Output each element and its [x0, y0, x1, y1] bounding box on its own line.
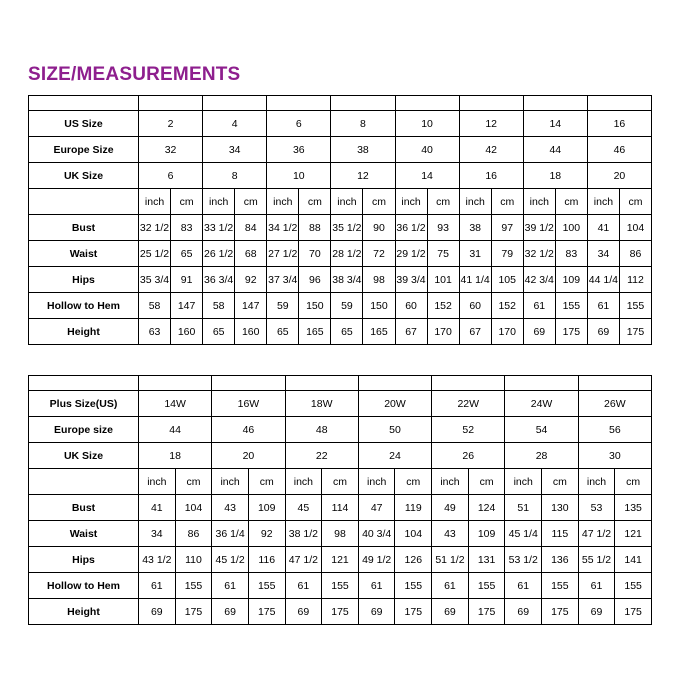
plus-measurement-value: 155 — [395, 573, 432, 599]
standard-unit-cm: cm — [363, 189, 395, 215]
plus-measurement-value: 36 1/4 — [212, 521, 249, 547]
plus-unit-blank — [29, 469, 139, 495]
standard-measurement-row — [29, 267, 652, 293]
standard-measurement-value: 155 — [555, 293, 587, 319]
plus-measurement-value: 175 — [468, 599, 505, 625]
plus-uk-value: 26 — [432, 443, 505, 469]
standard-uk-value: 20 — [587, 163, 651, 189]
plus-unit-inch: inch — [139, 469, 176, 495]
plus-measurement-value: 61 — [358, 573, 395, 599]
standard-europe-value: 34 — [203, 137, 267, 163]
standard-measurement-value: 32 1/2 — [139, 215, 171, 241]
standard-measurement-label: Hollow to Hem — [29, 293, 139, 319]
plus-measurement-value: 126 — [395, 547, 432, 573]
standard-spacer-cell — [459, 96, 523, 111]
page-title: SIZE/MEASUREMENTS — [28, 64, 241, 85]
standard-measurement-value: 93 — [427, 215, 459, 241]
plus-spacer-cell — [139, 376, 212, 391]
standard-measurement-value: 109 — [555, 267, 587, 293]
plus-measurement-label: Height — [29, 599, 139, 625]
standard-europe-value: 36 — [267, 137, 331, 163]
standard-measurement-value: 84 — [235, 215, 267, 241]
plus-measurement-value: 135 — [615, 495, 652, 521]
standard-measurement-value: 25 1/2 — [139, 241, 171, 267]
plus-measurement-value: 69 — [505, 599, 542, 625]
standard-uk-label: UK Size — [29, 163, 139, 189]
plus-measurement-value: 110 — [175, 547, 212, 573]
standard-europe-value: 40 — [395, 137, 459, 163]
standard-measurement-value: 38 — [459, 215, 491, 241]
plus-measurement-value: 49 1/2 — [358, 547, 395, 573]
standard-unit-inch: inch — [331, 189, 363, 215]
plus-measurement-row — [29, 495, 652, 521]
standard-measurement-value: 165 — [299, 319, 331, 345]
standard-measurement-value: 98 — [363, 267, 395, 293]
standard-unit-inch: inch — [459, 189, 491, 215]
plus-measurement-value: 141 — [615, 547, 652, 573]
plus-measurement-value: 47 — [358, 495, 395, 521]
plus-unit-cm: cm — [175, 469, 212, 495]
standard-measurement-value: 170 — [427, 319, 459, 345]
standard-measurement-value: 175 — [555, 319, 587, 345]
plus-measurement-value: 92 — [248, 521, 285, 547]
standard-measurement-value: 170 — [491, 319, 523, 345]
standard-unit-cm: cm — [619, 189, 651, 215]
plus-spacer-cell — [29, 376, 139, 391]
standard-measurement-value: 88 — [299, 215, 331, 241]
standard-measurement-value: 70 — [299, 241, 331, 267]
standard-measurement-value: 75 — [427, 241, 459, 267]
plus-measurement-value: 116 — [248, 547, 285, 573]
plus-unit-cm: cm — [468, 469, 505, 495]
standard-measurement-value: 60 — [459, 293, 491, 319]
plus-measurement-value: 124 — [468, 495, 505, 521]
standard-unit-cm: cm — [491, 189, 523, 215]
plus-uk-label: UK Size — [29, 443, 139, 469]
standard-spacer-cell — [331, 96, 395, 111]
standard-size-value: 10 — [395, 111, 459, 137]
plus-size-value: 20W — [358, 391, 431, 417]
standard-measurement-value: 147 — [235, 293, 267, 319]
plus-size-value: 22W — [432, 391, 505, 417]
standard-spacer-cell — [267, 96, 331, 111]
standard-measurement-label: Bust — [29, 215, 139, 241]
standard-uk-value: 10 — [267, 163, 331, 189]
plus-measurement-value: 61 — [139, 573, 176, 599]
plus-spacer-cell — [212, 376, 285, 391]
standard-measurement-value: 67 — [459, 319, 491, 345]
standard-measurement-value: 83 — [171, 215, 203, 241]
standard-unit-inch: inch — [267, 189, 299, 215]
plus-unit-cm: cm — [248, 469, 285, 495]
standard-measurement-value: 39 3/4 — [395, 267, 427, 293]
plus-measurement-value: 49 — [432, 495, 469, 521]
standard-europe-value: 32 — [139, 137, 203, 163]
standard-measurement-value: 63 — [139, 319, 171, 345]
standard-measurement-value: 60 — [395, 293, 427, 319]
plus-measurement-value: 53 1/2 — [505, 547, 542, 573]
standard-size-row — [29, 111, 652, 137]
standard-uk-value: 6 — [139, 163, 203, 189]
standard-unit-cm: cm — [299, 189, 331, 215]
standard-measurement-value: 155 — [619, 293, 651, 319]
standard-europe-value: 46 — [587, 137, 651, 163]
standard-measurement-value: 160 — [171, 319, 203, 345]
standard-measurement-value: 105 — [491, 267, 523, 293]
plus-spacer-cell — [285, 376, 358, 391]
standard-europe-value: 38 — [331, 137, 395, 163]
plus-measurement-value: 34 — [139, 521, 176, 547]
plus-spacer-cell — [578, 376, 651, 391]
standard-measurement-value: 83 — [555, 241, 587, 267]
standard-measurement-value: 152 — [427, 293, 459, 319]
plus-measurement-value: 155 — [468, 573, 505, 599]
plus-measurement-value: 61 — [578, 573, 615, 599]
standard-measurement-value: 150 — [363, 293, 395, 319]
plus-measurement-label: Hips — [29, 547, 139, 573]
plus-measurement-value: 155 — [322, 573, 359, 599]
plus-measurement-value: 104 — [175, 495, 212, 521]
plus-measurement-value: 69 — [358, 599, 395, 625]
plus-spacer-row — [29, 376, 652, 391]
standard-measurement-value: 68 — [235, 241, 267, 267]
standard-unit-inch: inch — [523, 189, 555, 215]
plus-unit-inch: inch — [212, 469, 249, 495]
plus-measurement-value: 119 — [395, 495, 432, 521]
standard-size-label: US Size — [29, 111, 139, 137]
standard-unit-inch: inch — [139, 189, 171, 215]
plus-measurement-value: 40 3/4 — [358, 521, 395, 547]
standard-measurement-value: 44 1/4 — [587, 267, 619, 293]
plus-measurement-value: 61 — [212, 573, 249, 599]
standard-measurement-value: 147 — [171, 293, 203, 319]
standard-measurement-row — [29, 241, 652, 267]
standard-measurement-value: 165 — [363, 319, 395, 345]
standard-spacer-cell — [587, 96, 651, 111]
standard-size-value: 16 — [587, 111, 651, 137]
standard-measurement-value: 150 — [299, 293, 331, 319]
plus-unit-cm: cm — [615, 469, 652, 495]
plus-uk-value: 24 — [358, 443, 431, 469]
standard-measurement-value: 67 — [395, 319, 427, 345]
standard-measurement-value: 39 1/2 — [523, 215, 555, 241]
plus-measurement-value: 45 1/4 — [505, 521, 542, 547]
standard-measurement-value: 65 — [203, 319, 235, 345]
plus-measurement-value: 61 — [505, 573, 542, 599]
standard-measurement-value: 58 — [139, 293, 171, 319]
standard-size-value: 14 — [523, 111, 587, 137]
plus-measurement-value: 130 — [542, 495, 579, 521]
standard-measurement-row — [29, 215, 652, 241]
standard-measurement-value: 36 3/4 — [203, 267, 235, 293]
plus-measurement-row — [29, 521, 652, 547]
standard-measurement-value: 37 3/4 — [267, 267, 299, 293]
plus-measurement-value: 121 — [615, 521, 652, 547]
standard-measurement-value: 100 — [555, 215, 587, 241]
plus-measurement-value: 55 1/2 — [578, 547, 615, 573]
plus-size-value: 26W — [578, 391, 651, 417]
standard-measurement-row — [29, 293, 652, 319]
standard-uk-value: 12 — [331, 163, 395, 189]
plus-unit-inch: inch — [285, 469, 322, 495]
standard-measurement-value: 59 — [267, 293, 299, 319]
standard-measurement-value: 38 3/4 — [331, 267, 363, 293]
standard-size-value: 4 — [203, 111, 267, 137]
standard-measurement-row — [29, 319, 652, 345]
plus-measurement-value: 175 — [542, 599, 579, 625]
plus-unit-inch: inch — [358, 469, 395, 495]
plus-measurement-value: 61 — [285, 573, 322, 599]
standard-europe-row — [29, 137, 652, 163]
standard-measurement-value: 65 — [171, 241, 203, 267]
standard-unit-blank — [29, 189, 139, 215]
standard-unit-inch: inch — [587, 189, 619, 215]
standard-measurement-value: 175 — [619, 319, 651, 345]
standard-uk-row — [29, 163, 652, 189]
plus-measurement-row — [29, 547, 652, 573]
plus-measurement-value: 86 — [175, 521, 212, 547]
plus-measurement-value: 121 — [322, 547, 359, 573]
standard-measurement-value: 29 1/2 — [395, 241, 427, 267]
standard-measurement-value: 27 1/2 — [267, 241, 299, 267]
standard-measurement-value: 33 1/2 — [203, 215, 235, 241]
standard-uk-value: 8 — [203, 163, 267, 189]
standard-measurement-value: 65 — [331, 319, 363, 345]
plus-measurement-value: 115 — [542, 521, 579, 547]
standard-unit-cm: cm — [171, 189, 203, 215]
standard-measurement-value: 61 — [587, 293, 619, 319]
plus-measurement-value: 51 — [505, 495, 542, 521]
standard-measurement-value: 91 — [171, 267, 203, 293]
standard-measurement-value: 26 1/2 — [203, 241, 235, 267]
plus-measurement-value: 155 — [615, 573, 652, 599]
standard-europe-label: Europe Size — [29, 137, 139, 163]
standard-size-table — [28, 95, 652, 345]
standard-measurement-value: 32 1/2 — [523, 241, 555, 267]
plus-measurement-value: 69 — [432, 599, 469, 625]
standard-measurement-value: 152 — [491, 293, 523, 319]
plus-measurement-label: Waist — [29, 521, 139, 547]
plus-measurement-value: 109 — [468, 521, 505, 547]
plus-measurement-value: 45 1/2 — [212, 547, 249, 573]
plus-measurement-value: 69 — [285, 599, 322, 625]
standard-measurement-value: 59 — [331, 293, 363, 319]
standard-measurement-value: 34 1/2 — [267, 215, 299, 241]
plus-measurement-value: 61 — [432, 573, 469, 599]
plus-size-label: Plus Size(US) — [29, 391, 139, 417]
plus-uk-row — [29, 443, 652, 469]
standard-measurement-value: 97 — [491, 215, 523, 241]
standard-measurement-value: 41 1/4 — [459, 267, 491, 293]
standard-spacer-row — [29, 96, 652, 111]
plus-measurement-value: 51 1/2 — [432, 547, 469, 573]
plus-measurement-value: 155 — [175, 573, 212, 599]
standard-measurement-value: 41 — [587, 215, 619, 241]
standard-measurement-value: 28 1/2 — [331, 241, 363, 267]
standard-measurement-value: 36 1/2 — [395, 215, 427, 241]
plus-measurement-value: 69 — [139, 599, 176, 625]
plus-measurement-value: 45 — [285, 495, 322, 521]
standard-measurement-value: 69 — [587, 319, 619, 345]
standard-measurement-value: 42 3/4 — [523, 267, 555, 293]
plus-measurement-value: 175 — [615, 599, 652, 625]
standard-measurement-value: 104 — [619, 215, 651, 241]
standard-measurement-value: 34 — [587, 241, 619, 267]
standard-uk-value: 16 — [459, 163, 523, 189]
standard-measurement-label: Hips — [29, 267, 139, 293]
standard-unit-inch: inch — [203, 189, 235, 215]
plus-measurement-value: 43 — [432, 521, 469, 547]
plus-measurement-value: 114 — [322, 495, 359, 521]
standard-measurement-value: 101 — [427, 267, 459, 293]
plus-measurement-value: 43 — [212, 495, 249, 521]
standard-measurement-value: 35 1/2 — [331, 215, 363, 241]
standard-measurement-value: 86 — [619, 241, 651, 267]
plus-measurement-value: 175 — [322, 599, 359, 625]
standard-size-value: 2 — [139, 111, 203, 137]
plus-unit-row — [29, 469, 652, 495]
plus-europe-value: 52 — [432, 417, 505, 443]
standard-measurement-label: Waist — [29, 241, 139, 267]
plus-unit-cm: cm — [542, 469, 579, 495]
plus-measurement-value: 43 1/2 — [139, 547, 176, 573]
plus-size-row — [29, 391, 652, 417]
plus-uk-value: 18 — [139, 443, 212, 469]
standard-measurement-label: Height — [29, 319, 139, 345]
standard-measurement-value: 72 — [363, 241, 395, 267]
standard-measurement-value: 96 — [299, 267, 331, 293]
standard-measurement-value: 65 — [267, 319, 299, 345]
plus-measurement-value: 47 1/2 — [578, 521, 615, 547]
plus-spacer-cell — [432, 376, 505, 391]
plus-measurement-value: 41 — [139, 495, 176, 521]
plus-europe-value: 48 — [285, 417, 358, 443]
plus-spacer-cell — [505, 376, 578, 391]
plus-measurement-value: 47 1/2 — [285, 547, 322, 573]
plus-uk-value: 28 — [505, 443, 578, 469]
standard-measurement-value: 69 — [523, 319, 555, 345]
plus-europe-value: 50 — [358, 417, 431, 443]
plus-measurement-value: 155 — [248, 573, 285, 599]
plus-europe-value: 54 — [505, 417, 578, 443]
plus-measurement-row — [29, 573, 652, 599]
plus-measurement-row — [29, 599, 652, 625]
plus-measurement-value: 38 1/2 — [285, 521, 322, 547]
plus-measurement-value: 109 — [248, 495, 285, 521]
plus-measurement-value: 175 — [395, 599, 432, 625]
plus-measurement-value: 69 — [212, 599, 249, 625]
standard-spacer-cell — [203, 96, 267, 111]
standard-size-value: 12 — [459, 111, 523, 137]
plus-measurement-value: 104 — [395, 521, 432, 547]
standard-measurement-value: 58 — [203, 293, 235, 319]
plus-uk-value: 20 — [212, 443, 285, 469]
plus-europe-row — [29, 417, 652, 443]
standard-europe-value: 44 — [523, 137, 587, 163]
standard-uk-value: 18 — [523, 163, 587, 189]
standard-measurement-value: 61 — [523, 293, 555, 319]
plus-unit-inch: inch — [505, 469, 542, 495]
plus-unit-cm: cm — [395, 469, 432, 495]
plus-spacer-cell — [358, 376, 431, 391]
plus-measurement-value: 53 — [578, 495, 615, 521]
plus-europe-value: 44 — [139, 417, 212, 443]
plus-uk-value: 30 — [578, 443, 651, 469]
standard-spacer-cell — [523, 96, 587, 111]
standard-spacer-cell — [29, 96, 139, 111]
standard-spacer-cell — [139, 96, 203, 111]
plus-unit-inch: inch — [578, 469, 615, 495]
plus-measurement-value: 98 — [322, 521, 359, 547]
plus-size-value: 18W — [285, 391, 358, 417]
plus-measurement-value: 131 — [468, 547, 505, 573]
standard-measurement-value: 92 — [235, 267, 267, 293]
plus-europe-value: 56 — [578, 417, 651, 443]
plus-size-value: 24W — [505, 391, 578, 417]
standard-unit-inch: inch — [395, 189, 427, 215]
plus-measurement-value: 136 — [542, 547, 579, 573]
standard-size-value: 6 — [267, 111, 331, 137]
plus-europe-label: Europe size — [29, 417, 139, 443]
standard-unit-cm: cm — [427, 189, 459, 215]
plus-measurement-value: 175 — [175, 599, 212, 625]
standard-measurement-value: 31 — [459, 241, 491, 267]
standard-unit-cm: cm — [235, 189, 267, 215]
plus-europe-value: 46 — [212, 417, 285, 443]
plus-measurement-value: 155 — [542, 573, 579, 599]
plus-measurement-label: Bust — [29, 495, 139, 521]
standard-measurement-value: 79 — [491, 241, 523, 267]
standard-measurement-value: 35 3/4 — [139, 267, 171, 293]
standard-size-value: 8 — [331, 111, 395, 137]
standard-measurement-value: 90 — [363, 215, 395, 241]
plus-measurement-value: 69 — [578, 599, 615, 625]
standard-measurement-value: 112 — [619, 267, 651, 293]
plus-measurement-label: Hollow to Hem — [29, 573, 139, 599]
plus-uk-value: 22 — [285, 443, 358, 469]
plus-size-value: 16W — [212, 391, 285, 417]
plus-unit-inch: inch — [432, 469, 469, 495]
standard-measurement-value: 160 — [235, 319, 267, 345]
plus-unit-cm: cm — [322, 469, 359, 495]
standard-unit-cm: cm — [555, 189, 587, 215]
standard-spacer-cell — [395, 96, 459, 111]
plus-measurement-value: 175 — [248, 599, 285, 625]
standard-europe-value: 42 — [459, 137, 523, 163]
plus-size-table — [28, 375, 652, 625]
plus-size-value: 14W — [139, 391, 212, 417]
standard-uk-value: 14 — [395, 163, 459, 189]
standard-unit-row — [29, 189, 652, 215]
